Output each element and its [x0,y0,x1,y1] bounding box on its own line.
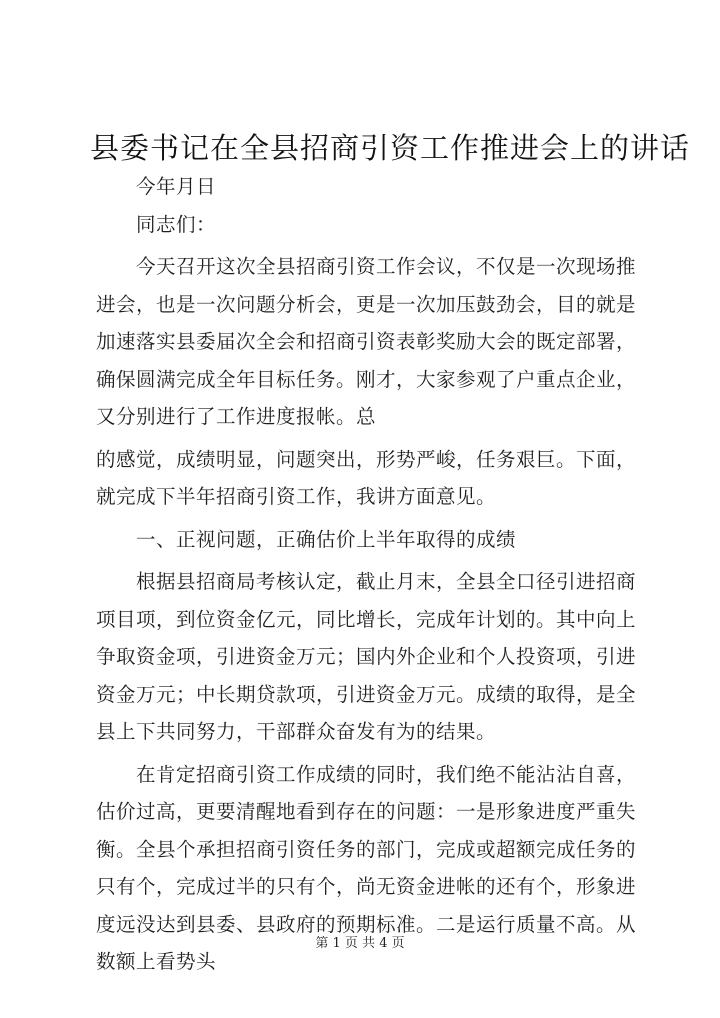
document-body [96,168,636,981]
page-number-footer: 第 1 页 共 4 页 [315,936,405,951]
paragraph: 在肯定招商引资工作成绩的同时，我们绝不能沾沾自喜，估价过高，更要清醒地看到存在的问题：一是形象进度严重失衡。全县个承担招商引资任务的部门，完成或超额完成任务的只有个，完成过半的只有个，尚无资金进帐的还有个，形象进度远没达到县委、县政府的预期标准。二是运行质量不高。从数额上看势头 [96,762,637,973]
document-title: 县委书记在全县招商引资工作推进会上的讲话 [90,131,691,165]
paragraph: 的感觉，成绩明显，问题突出，形势严峻，任务艰巨。下面，就完成下半年招商引资工作，我讲方面意见。 [96,447,637,508]
paragraph: 根据县招商局考核认定，截止月末，全县全口径引进招商项目项，到位资金亿元，同比增长，完成年计划的。其中向上争取资金项，引进资金万元；国内外企业和个人投资项，引进资金万元；中长期贷款项，引进资金万元。成绩的取得，是全县上下共同努力，干部群众奋发有为的结果。 [96,570,637,743]
salutation: 同志们： [136,212,217,236]
section-heading: 一、正视问题，正确估价上半年取得的成绩 [136,527,517,551]
date-line: 今年月日 [136,175,217,198]
paragraph: 今天召开这次全县招商引资工作会议，不仅是一次现场推进会，也是一次问题分析会，更是一次加压鼓劲会，目的就是加速落实县委届次全会和招商引资表彰奖励大会的既定部署，确保圆满完成全年目标任务。刚才，大家参观了户重点企业，又分别进行了工作进度报帐。总 [96,255,637,428]
